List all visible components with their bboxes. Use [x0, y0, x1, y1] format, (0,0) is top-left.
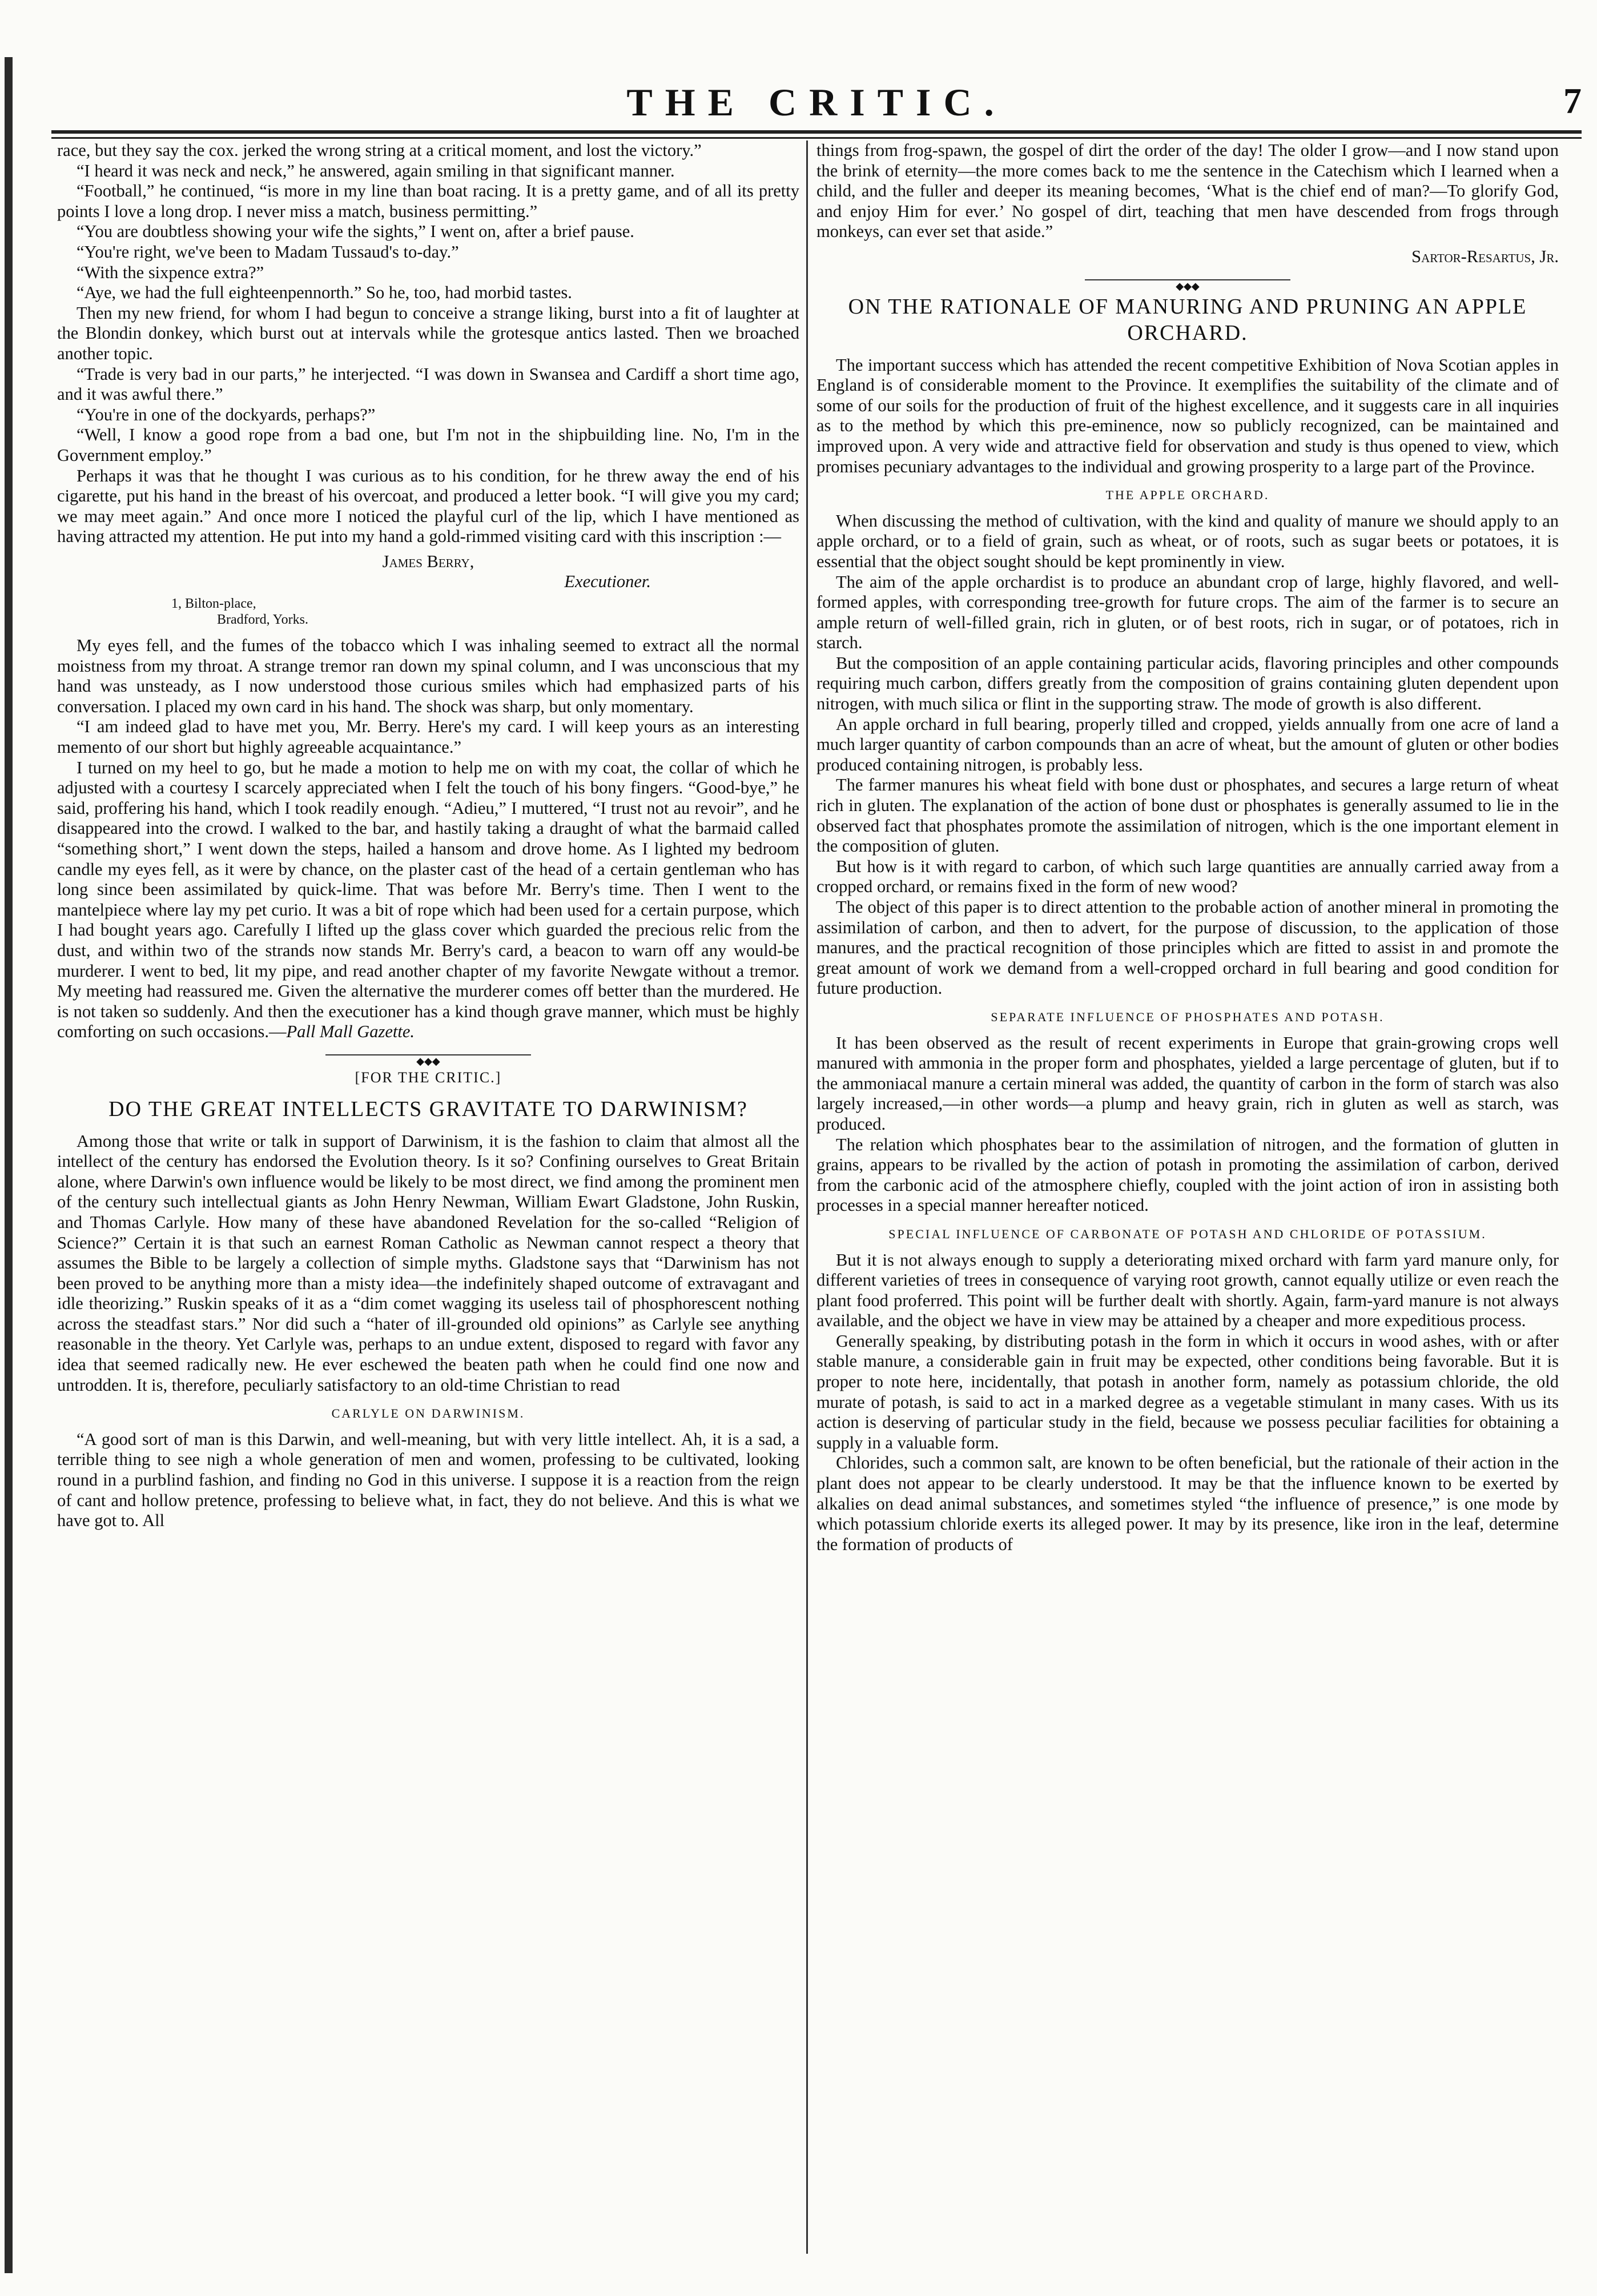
article-paragraph: The object of this paper is to direct attention to the probable action of another mineral in promoting the assimilation of carbon, and then to advert, for the purpose of discussion, to the application of those manures, and the practical recognition of those principles which are fitted to assist in and promote the great amount of work we demand from a well-cropped orchard in full bearing and good condition for future production. — [816, 897, 1559, 998]
article-paragraph: An apple orchard in full bearing, properly tilled and cropped, yields annually from one acre of land a much larger quantity of carbon compounds than an acre of wheat, but the amount of gluten or other bodies produced containing nitrogen, is probably less. — [816, 714, 1559, 774]
story-paragraph: “You are doubtless showing your wife the sights,” I went on, after a brief pause. — [77, 222, 634, 242]
story-paragraph: Then my new friend, for whom I had begun to conceive a strange liking, burst into a fit of laughter at the Blondin donkey, which burst out at intervals while the grotesque antics lasted. Then we broached another topic. — [57, 303, 799, 363]
story-paragraph — [57, 758, 799, 1042]
right-column — [816, 141, 1559, 2254]
card-name: James Berry, — [382, 551, 474, 571]
binding-edge — [0, 0, 23, 2296]
column-divider — [806, 141, 808, 2254]
story-paragraph: race, but they say the cox. jerked the wrong string at a critical moment, and lost the victory.” — [57, 141, 702, 160]
masthead-title: THE CRITIC. — [626, 81, 1007, 124]
card-role: Executioner. — [564, 572, 651, 592]
story-paragraph: “I am indeed glad to have met you, Mr. Berry. Here's my card. I will keep yours as an interesting memento of our short but highly agreeable acquaintance.” — [57, 717, 799, 757]
left-column — [57, 141, 799, 2254]
story-paragraph: My eyes fell, and the fumes of the tobacco which I was inhaling seemed to extract all the normal moistness from my throat. A strange tremor ran down my spinal column, and I was unconscious that my hand was unsteady, as I now understood those curious smiles which had emphasized parts of his conversation. I placed my own card in his hand. The shock was sharp, but only momentary. — [57, 636, 799, 716]
visiting-card — [57, 552, 799, 592]
masthead — [51, 80, 1582, 131]
card-address — [171, 596, 799, 628]
article-heading: DO THE GREAT INTELLECTS GRAVITATE TO DARWINISM? — [108, 1097, 748, 1121]
section-subhead: SEPARATE INFLUENCE OF PHOSPHATES AND POTASH. — [991, 1009, 1385, 1024]
story-text: I turned on my heel to go, but he made a motion to help me on with my coat, the collar of which he adjusted with a courtesy I scarcely appreciated when I felt the touch of his bony fingers. “Good-bye,” he said, proffering his hand, which I took readily enough. “Adieu,” I muttered, “I trust not au revoir”, and he disappeared into the crowd. I walked to the bar, and hastily taking a draught of what the barmaid called “something short,” I went down the steps, hailed a hansom and drove home. As I lighted my bedroom candle my eyes fell, as it were by chance, on the plaster cast of the head of a certain gentleman who has long since been assimilated by quick-lime. That was before Mr. Berry's time. Then I went to the mantelpiece where lay my pet curio. It was a bit of rope which had been used for a certain purpose, which I had bought years ago. Carefully I lifted up the glass cover which guarded the precious relic from the dust, and within two of the strands now stands Mr. Berry's card, a beacon to warn off any would-be murderer. I went to bed, lit my pipe, and read another chapter of my favorite Newgate without a tremor. My meeting had reassured me. Given the alternative the murderer comes off better than the murdered. He is not taken so suddenly. And then the executioner has a kind though grave manner, which must be highly comforting on such occasions.— — [57, 757, 799, 1042]
article-paragraph: things from frog-spawn, the gospel of dirt the order of the day! The older I grow—and I now stand upon the brink of eternity—the more comes back to me the sentence in the Catechism which I learned when a child, and the fuller and deeper its meaning becomes, ‘What is the chief end of man?—To glorify God, and enjoy Him for ever.’ No gospel of dirt, teaching that men have descended from frogs through monkeys, can ever set that aside.” — [816, 141, 1559, 242]
card-address-line: Bradford, Yorks. — [217, 612, 309, 628]
for-the-critic-label: [FOR THE CRITIC.] — [355, 1069, 502, 1086]
story-paragraph: “Trade is very bad in our parts,” he interjected. “I was down in Swansea and Cardiff a short time ago, and it was awful there.” — [57, 364, 799, 404]
story-paragraph: “Well, I know a good rope from a bad one, but I'm not in the shipbuilding line. No, I'm in the Government employ.” — [57, 425, 799, 465]
article-paragraph: Chlorides, such a common salt, are known to be often beneficial, but the rationale of their action in the plant does not appear to be clearly understood. It may be that the influence known to be exerted by alkalies on dead animal substances, and sometimes styled “the influence of presence,” is one mode by which potassium chloride exerts its alleged power. It may by its presence, like iron in the leaf, determine the formation of products of — [816, 1453, 1559, 1554]
article-paragraph: When discussing the method of cultivation, with the kind and quality of manure we should apply to an apple orchard, or to a field of grain, such as wheat, or of roots, such as sugar beets or potatoes, it is essential that the object sought should be kept prominently in view. — [816, 511, 1559, 571]
masthead-rule — [51, 130, 1582, 134]
story-paragraph: “Aye, we had the full eighteenpennorth.” So he, too, had morbid tastes. — [77, 283, 572, 303]
article-heading: ON THE RATIONALE OF MANURING AND PRUNING AN APPLE ORCHARD. — [848, 294, 1527, 345]
article-paragraph: Generally speaking, by distributing potash in the form in which it occurs in wood ashes, with or after stable manure, a considerable gain in fruit may be expected, other conditions being favorable. But it is proper to note here, incidentally, that potash in another form, namely as potassium chloride, the old murate of potash, is said to act in a marked degree as a vegetable stimulant in many cases. With us its action is deserving of particular study in the field, because we possess peculiar facilities for obtaining a supply in a valuable form. — [816, 1331, 1559, 1452]
story-paragraph: “You're in one of the dockyards, perhaps?” — [77, 404, 376, 424]
signature: Sartor-Resartus, Jr. — [1411, 246, 1559, 266]
article-paragraph: But it is not always enough to supply a deteriorating mixed orchard with farm yard manure only, for different varieties of trees in consequence of varying root growth, cannot equally utilize or even reach the plant food proferred. This point will be further dealt with shortly. Again, farm-yard manure is not always available, and the object we have in view may be attained by a cheaper and more expeditious process. — [816, 1250, 1559, 1331]
article-paragraph: The relation which phosphates bear to the assimilation of nitrogen, and the formation of glutten in grains, appears to be rivalled by the action of potash in promoting the assimilation of carbon, derived from the carbonic acid of the atmosphere chiefly, coupled with the joint action of iron in assisting both processes in a special manner hereafter noticed. — [816, 1134, 1559, 1215]
section-subhead: SPECIAL INFLUENCE OF CARBONATE OF POTASH AND CHLORIDE OF POTASSIUM. — [888, 1226, 1487, 1241]
section-subhead: THE APPLE ORCHARD. — [1105, 488, 1270, 503]
article-paragraph: It has been observed as the result of recent experiments in Europe that grain-growing crops well manured with ammonia in the proper form and phosphates, yielded a large percentage of gluten, but if to the ammoniacal manure a certain mineral was added, the quantity of carbon in the form of starch was also largely increased,—in other words—a plump and heavy grain, rich in gluten as well as starch, was produced. — [816, 1033, 1559, 1134]
masthead-rule-thin — [51, 137, 1582, 139]
story-paragraph: “I heard it was neck and neck,” he answered, again smiling in that significant manner. — [77, 160, 675, 180]
story-paragraph: “Football,” he continued, “is more in my line than boat racing. It is a pretty game, and of all its pretty points I love a long drop. I never miss a match, business permitting.” — [57, 181, 799, 221]
article-paragraph: Among those that write or talk in support of Darwinism, it is the fashion to claim that almost all the intellect of the century has endorsed the Evolution theory. Is it so? Confining ourselves to Great Britain alone, where Darwin's own influence would be likely to be most direct, we find among the prominent men of the century such intellectual giants as John Henry Newman, William Ewart Gladstone, John Ruskin, and Thomas Carlyle. How many of these have abandoned Revelation for the so-called “Religion of Science?” Certain it is that such an earnest Roman Catholic as Newman cannot respect a theory that assumes the Bible to be largely a collection of simple myths. Gladstone says that “Darwinism has not been proved to be anything more than a misty idea—the indefinitely shaped outcome of extravagant and idle theorizing.” Ruskin speaks of it as a “dim comet wagging its useless tail of phosphorescent nothing across the steadfast stars.” Nor did such a “hater of ill-grounded old opinions” as Carlyle see anything reasonable in the theory. Yet Carlyle was, perhaps to an undue extent, disposed to regard with favor any idea that seemed radically new. He ever eschewed the beaten path when he could find one now and untrodden. It is, therefore, peculiarly satisfactory to an old-time Christian to read — [57, 1131, 799, 1395]
story-paragraph: “With the sixpence extra?” — [77, 262, 264, 282]
section-ornament: ◆◆◆ — [57, 1049, 799, 1061]
page-number: 7 — [1563, 81, 1582, 121]
card-address-line: 1, Bilton-place, — [171, 596, 256, 612]
article-paragraph: But the composition of an apple containing particular acids, flavoring principles and other compounds requiring much carbon, differs greatly from the composition of grains containing gluten dependent upon nitrogen, with much silica or flint in the supporting straw. The mode of growth is also different. — [816, 653, 1559, 714]
source-credit: Pall Mall Gazette. — [286, 1022, 415, 1042]
section-ornament: ◆◆◆ — [816, 274, 1559, 286]
article-paragraph: “A good sort of man is this Darwin, and well-meaning, but with very little intellect. Ah, it is a sad, a terrible thing to see nigh a whole generation of men and women, professing to be cultivated, looking round in a purblind fashion, and finding no God in this universe. I suppose it is a reaction from the reign of cant and hollow pretence, professing to believe what, in fact, they do not believe. And this is what we have got to. All — [57, 1429, 799, 1531]
section-subhead: CARLYLE ON DARWINISM. — [331, 1406, 525, 1421]
story-paragraph: “You're right, we've been to Madam Tussaud's to-day.” — [77, 242, 459, 262]
article-paragraph: The important success which has attended the recent competitive Exhibition of Nova Scotian apples in England is of considerable moment to the Province. It exemplifies the suitability of the climate and of some of our soils for the production of fruit of the highest excellence, and it suggests care in all inquiries as to the method by which this pre-eminence, now so publicly recognized, can be maintained and improved upon. A very wide and attractive field for observation and study is thus opened to view, which promises pecuniary advantages to the individual and growing prosperity to a large part of the Province. — [816, 355, 1559, 476]
article-paragraph: The aim of the apple orchardist is to produce an abundant crop of large, highly flavored, and well-formed apples, with corresponding tree-growth for future crops. The aim of the farmer is to secure an ample return of well-filled grain, rich in gluten, or of best roots, rich in sugar, or of potatoes, rich in starch. — [816, 572, 1559, 653]
article-paragraph: The farmer manures his wheat field with bone dust or phosphates, and secures a large return of wheat rich in gluten. The explanation of the action of bone dust or phosphates is generally assumed to lie in the observed fact that phosphates promote the assimilation of nitrogen, which is the one important element in the composition of gluten. — [816, 775, 1559, 856]
article-paragraph: But how is it with regard to carbon, of which such large quantities are annually carried away from a cropped orchard, or remains fixed in the form of new wood? — [816, 856, 1559, 897]
story-paragraph: Perhaps it was that he thought I was curious as to his condition, for he threw away the end of his cigarette, put his hand in the breast of his overcoat, and produced a letter book. “I will give you my card; we may meet again.” And once more I noticed the playful curl of the lip, which I have mentioned as having attracted my attention. He put into my hand a gold-rimmed visiting card with this inscription :— — [57, 465, 799, 547]
